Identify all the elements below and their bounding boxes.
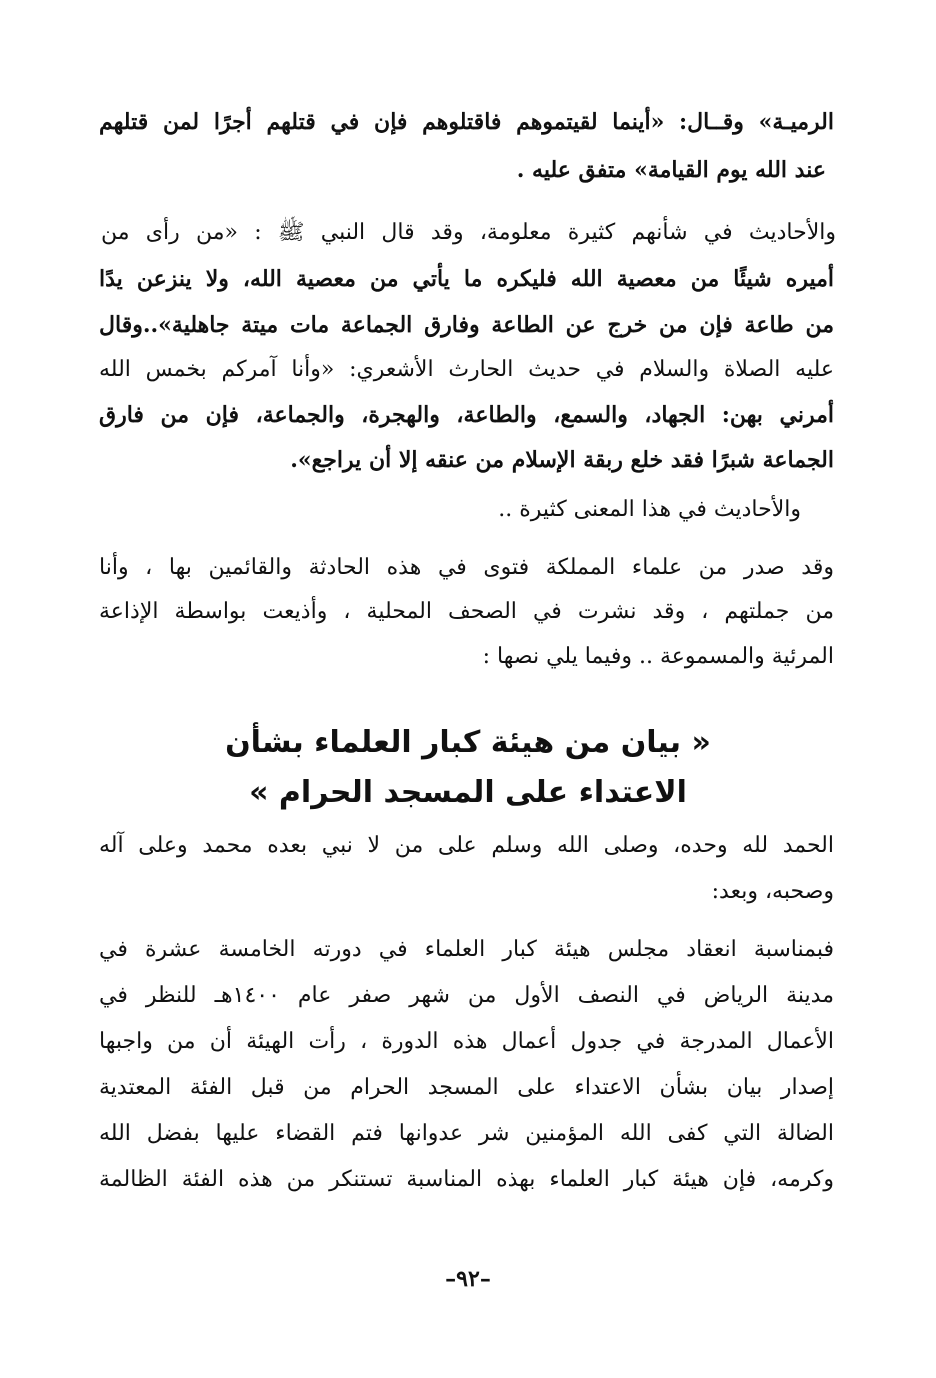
- text-line: وصحبه، وبعد:: [711, 879, 834, 904]
- text-line: مدينة الرياض في النصف الأول من شهر صفر عام ١٤٠٠هـ للنظر في: [99, 983, 834, 1008]
- text-line: الضالة التي كفى الله المؤمنين شر عدوانها فتم القضاء عليها بفضل الله: [99, 1121, 834, 1146]
- text-line: من جملتهم ، وقد نشرت في الصحف المحلية ، وأذيعت بواسطة الإذاعة: [99, 599, 834, 624]
- text-line: وقد صدر من علماء المملكة فتوى في هذه الحادثة والقائمين بها ، وأنا: [99, 555, 834, 580]
- text-line: المرئية والمسموعة .. وفيما يلي نصها :: [482, 644, 834, 669]
- text-line: عليه الصلاة والسلام في حديث الحارث الأشعري: «وأنا آمركم بخمس الله: [99, 357, 834, 382]
- text-line: الجماعة شبرًا فقد خلع ربقة الإسلام من عنقه إلا أن يراجع».: [290, 447, 834, 473]
- text-line: والأحاديث في هذا المعنى كثيرة ..: [498, 497, 801, 522]
- statement-heading-line-1: « بيان من هيئة كبار العلماء بشأن: [225, 725, 711, 760]
- text-line: إصدار بيان بشأن الاعتداء على المسجد الحرام من قبل الفئة المعتدية: [99, 1075, 834, 1100]
- text-line: وكرمه، فإن هيئة كبار العلماء بهذه المناسبة تستنكر من هذه الفئة الظالمة: [99, 1167, 834, 1192]
- text-line: والأحاديث في شأنهم كثيرة معلومة، وقد قال النبي ﷺ : «من رأى من: [101, 220, 836, 245]
- text-line: الأعمال المدرجة في جدول أعمال هذه الدورة ، رأت الهيئة أن من واجبها: [99, 1029, 834, 1054]
- text-line: فبمناسبة انعقاد مجلس هيئة كبار العلماء في دورته الخامسة عشرة في: [99, 937, 834, 962]
- text-line: أميره شيئًا من معصية الله فليكره ما يأتي من معصية الله، ولا ينزعن يدًا: [99, 266, 834, 292]
- text-line: من طاعة فإن من خرج عن الطاعة وفارق الجماعة مات ميتة جاهلية»..وقال: [99, 312, 834, 338]
- text-line: عند الله يوم القيامة» متفق عليه .: [516, 157, 826, 183]
- text-line: أمرني بهن: الجهاد، والسمع، والطاعة، والهجرة، والجماعة، فإن من فارق: [99, 402, 834, 428]
- text-line: الرميـة» وقــال: «أينما لقيتموهم فاقتلوهم فإن في قتلهم أجرًا لمن قتلهم: [99, 109, 834, 135]
- page-number: –٩٢–: [445, 1266, 491, 1292]
- statement-heading-line-2: الاعتداء على المسجد الحرام »: [249, 775, 687, 810]
- text-line: الحمد لله وحده، وصلى الله وسلم على من لا نبي بعده محمد وعلى آله: [99, 833, 834, 858]
